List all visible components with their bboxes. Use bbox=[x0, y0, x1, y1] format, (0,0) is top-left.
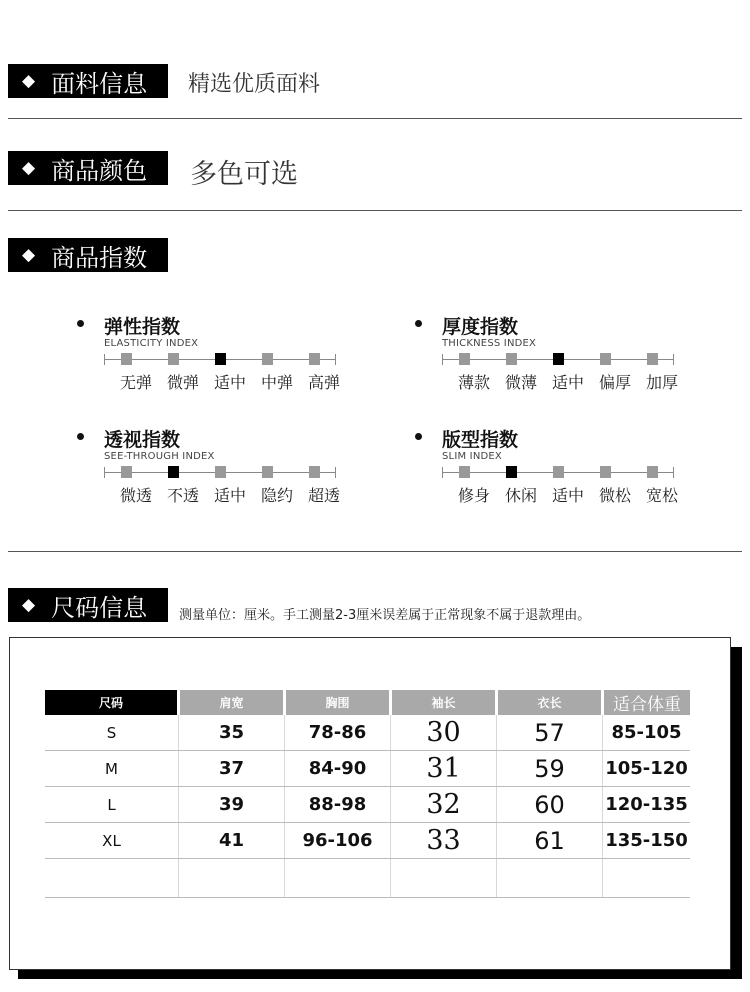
table-row bbox=[45, 787, 690, 823]
scale-marker bbox=[600, 353, 611, 365]
cell-size: L bbox=[45, 787, 179, 823]
index-option: 偏厚 bbox=[598, 373, 631, 392]
scale-marker bbox=[168, 353, 179, 365]
index-title: 厚度指数 bbox=[442, 316, 519, 338]
fabric-value: 精选优质面料 bbox=[188, 72, 321, 97]
cell-sleeve: 30 bbox=[391, 715, 497, 751]
scale-marker bbox=[121, 466, 132, 478]
empty-cell bbox=[391, 859, 497, 898]
scale-marker bbox=[553, 466, 564, 478]
header-sleeve: 袖长 bbox=[391, 690, 497, 715]
index-option: 薄款 bbox=[457, 373, 490, 392]
index-subtitle: SEE-THROUGH INDEX bbox=[104, 451, 215, 462]
index-scale bbox=[442, 352, 674, 366]
index-option: 休闲 bbox=[504, 486, 537, 505]
bullet-dot-icon bbox=[415, 433, 422, 440]
header-size: 尺码 bbox=[45, 690, 179, 715]
header-weight: 适合体重 bbox=[603, 690, 691, 715]
scale-marker bbox=[215, 466, 226, 478]
bullet-dot-icon bbox=[77, 320, 84, 327]
measurement-note: 测量单位：厘米。手工测量2-3厘米误差属于正常现象不属于退款理由。 bbox=[179, 608, 591, 623]
index-scale bbox=[104, 465, 336, 479]
index-option: 微松 bbox=[598, 486, 631, 505]
cell-shoulder: 39 bbox=[179, 787, 285, 823]
index-options bbox=[104, 483, 344, 505]
header-chest: 胸围 bbox=[285, 690, 391, 715]
index-scale bbox=[104, 352, 336, 366]
cell-weight: 120-135 bbox=[603, 787, 691, 823]
index-title: 版型指数 bbox=[442, 429, 519, 451]
bullet-dot-icon bbox=[415, 320, 422, 327]
empty-cell bbox=[285, 859, 391, 898]
cell-chest: 78-86 bbox=[285, 715, 391, 751]
scale-marker bbox=[459, 466, 470, 478]
header-length: 衣长 bbox=[497, 690, 603, 715]
cell-length: 60 bbox=[497, 787, 603, 823]
index-option: 超透 bbox=[307, 486, 340, 505]
index-option: 不透 bbox=[166, 486, 199, 505]
scale-marker-selected bbox=[506, 466, 517, 478]
cell-sleeve: 33 bbox=[391, 823, 497, 859]
scale-end-tick bbox=[104, 467, 105, 478]
scale-marker bbox=[309, 466, 320, 478]
scale-end-tick bbox=[442, 467, 443, 478]
scale-marker bbox=[459, 353, 470, 365]
cell-length: 57 bbox=[497, 715, 603, 751]
diamond-icon: ◆ bbox=[22, 71, 36, 91]
index-option: 微透 bbox=[119, 486, 152, 505]
table-row-empty bbox=[45, 859, 690, 898]
scale-end-tick bbox=[335, 467, 336, 478]
index-subtitle: ELASTICITY INDEX bbox=[104, 338, 199, 349]
index-option: 微弹 bbox=[166, 373, 199, 392]
index-options bbox=[104, 370, 344, 392]
scale-marker bbox=[121, 353, 132, 365]
index-title: 透视指数 bbox=[104, 429, 181, 451]
table-row bbox=[45, 823, 690, 859]
index-options bbox=[442, 370, 682, 392]
index-option: 适中 bbox=[551, 486, 584, 505]
scale-end-tick bbox=[673, 467, 674, 478]
index-option: 适中 bbox=[213, 486, 246, 505]
cell-chest: 84-90 bbox=[285, 751, 391, 787]
empty-cell bbox=[45, 859, 179, 898]
size-table bbox=[45, 690, 690, 898]
index-title: 弹性指数 bbox=[104, 316, 181, 338]
divider bbox=[8, 118, 742, 119]
index-option: 无弹 bbox=[119, 373, 152, 392]
scale-marker-selected bbox=[168, 466, 179, 478]
scale-marker bbox=[262, 466, 273, 478]
cell-chest: 88-98 bbox=[285, 787, 391, 823]
cell-chest: 96-106 bbox=[285, 823, 391, 859]
diamond-icon: ◆ bbox=[22, 595, 36, 615]
scale-marker bbox=[647, 466, 658, 478]
cell-shoulder: 37 bbox=[179, 751, 285, 787]
section-title: 面料信息 bbox=[51, 69, 148, 98]
divider bbox=[8, 551, 742, 552]
index-option: 加厚 bbox=[645, 373, 678, 392]
index-option: 高弹 bbox=[307, 373, 340, 392]
cell-size: M bbox=[45, 751, 179, 787]
cell-sleeve: 32 bbox=[391, 787, 497, 823]
bullet-dot-icon bbox=[77, 433, 84, 440]
cell-weight: 105-120 bbox=[603, 751, 691, 787]
section-title: 尺码信息 bbox=[51, 593, 148, 622]
index-options bbox=[442, 483, 682, 505]
scale-marker bbox=[262, 353, 273, 365]
scale-marker bbox=[647, 353, 658, 365]
cell-weight: 85-105 bbox=[603, 715, 691, 751]
empty-cell bbox=[179, 859, 285, 898]
diamond-icon: ◆ bbox=[22, 245, 36, 265]
index-subtitle: SLIM INDEX bbox=[442, 451, 502, 462]
index-option: 宽松 bbox=[645, 486, 678, 505]
index-option: 中弹 bbox=[260, 373, 293, 392]
index-option: 适中 bbox=[213, 373, 246, 392]
scale-end-tick bbox=[335, 354, 336, 365]
cell-size: XL bbox=[45, 823, 179, 859]
table-row bbox=[45, 715, 690, 751]
size-table-header bbox=[45, 690, 690, 715]
scale-end-tick bbox=[442, 354, 443, 365]
scale-marker bbox=[309, 353, 320, 365]
scale-marker-selected bbox=[553, 353, 564, 365]
cell-sleeve: 31 bbox=[391, 751, 497, 787]
index-subtitle: THICKNESS INDEX bbox=[442, 338, 537, 349]
scale-end-tick bbox=[104, 354, 105, 365]
scale-marker-selected bbox=[215, 353, 226, 365]
index-option: 适中 bbox=[551, 373, 584, 392]
table-row bbox=[45, 751, 690, 787]
cell-length: 59 bbox=[497, 751, 603, 787]
cell-weight: 135-150 bbox=[603, 823, 691, 859]
section-title: 商品颜色 bbox=[51, 156, 148, 185]
diamond-icon: ◆ bbox=[22, 158, 36, 178]
section-label-index bbox=[8, 238, 168, 272]
section-label-size bbox=[8, 588, 168, 622]
cell-size: S bbox=[45, 715, 179, 751]
divider bbox=[8, 210, 742, 211]
scale-end-tick bbox=[673, 354, 674, 365]
color-value: 多色可选 bbox=[190, 159, 298, 190]
empty-cell bbox=[603, 859, 691, 898]
header-shoulder: 肩宽 bbox=[179, 690, 285, 715]
cell-shoulder: 35 bbox=[179, 715, 285, 751]
section-title: 商品指数 bbox=[51, 243, 148, 272]
section-label-fabric bbox=[8, 64, 168, 98]
index-scale bbox=[442, 465, 674, 479]
scale-marker bbox=[600, 466, 611, 478]
index-option: 微薄 bbox=[504, 373, 537, 392]
index-option: 隐约 bbox=[260, 486, 293, 505]
scale-marker bbox=[506, 353, 517, 365]
index-option: 修身 bbox=[457, 486, 490, 505]
cell-shoulder: 41 bbox=[179, 823, 285, 859]
section-label-color bbox=[8, 151, 168, 185]
cell-length: 61 bbox=[497, 823, 603, 859]
empty-cell bbox=[497, 859, 603, 898]
